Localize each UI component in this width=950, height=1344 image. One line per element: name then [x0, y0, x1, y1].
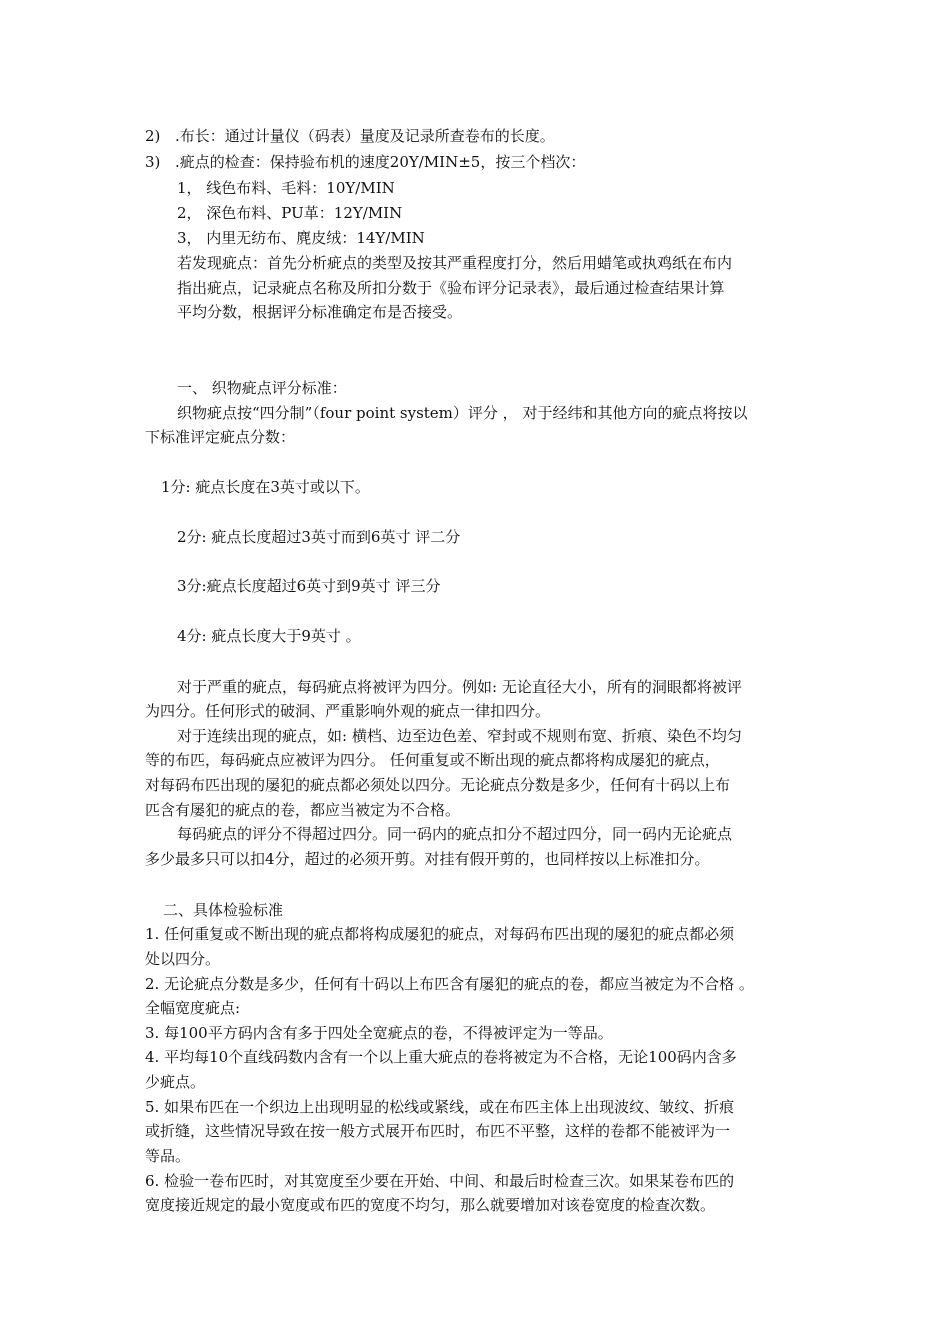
standard-line-1: 1. 任何重复或不断出现的疵点都将构成屡犯的疵点，对每码布匹出现的屡犯的疵点都必须	[145, 925, 735, 943]
standard-line-5: 3. 每100平方码内含有多于四处全宽疵点的卷，不得被评定为一等品。	[145, 1024, 613, 1042]
max-score-line-1: 每码疵点的评分不得超过四分。同一码内的疵点扣分不超过四分，同一码内无论疵点	[177, 825, 733, 843]
section-1-intro-line-1: 织物疵点按“四分制”（four point system）评分 ， 对于经纬和其他方向的疵点将按以	[177, 404, 748, 422]
speed-line-1: 1， 线色布料、毛料：10Y/MIN	[177, 179, 395, 197]
section-2-heading: 二、具体检验标准	[163, 901, 284, 919]
continuous-line-3: 对每码布匹出现的屡犯的疵点都必须处以四分。无论疵点分数是多少，任何有十码以上布	[145, 776, 731, 794]
standard-line-10: 等品。	[145, 1147, 191, 1165]
section-1-heading: 一、 织物疵点评分标准：	[177, 379, 347, 397]
score-4: 4分: 疵点长度大于9英寸 。	[177, 627, 361, 645]
score-3: 3分:疵点长度超过6英寸到9英寸 评三分	[177, 577, 441, 595]
speed-line-3: 3， 内里无纺布、麂皮绒：14Y/MIN	[177, 229, 425, 247]
standard-line-6: 4. 平均每10个直线码数内含有一个以上重大疵点的卷将被定为不合格，无论100码内含多	[145, 1048, 737, 1066]
defect-found-line-2: 指出疵点，记录疵点名称及所扣分数于《验布评分记录表》，最后通过检查结果计算	[177, 279, 725, 297]
max-score-line-2: 多少最多只可以扣4分，超过的必须开剪。对挂有假开剪的，也同样按以上标准扣分。	[145, 850, 710, 868]
item-2-text: .布长：通过计量仪（码表）量度及记录所查卷布的长度。	[175, 127, 555, 145]
continuous-line-2: 等的布匹，每码疵点应被评为四分。 任何重复或不断出现的疵点都将构成屡犯的疵点，	[145, 751, 720, 769]
continuous-line-4: 匹含有屡犯的疵点的卷，都应当被定为不合格。	[145, 801, 461, 819]
severe-line-2: 为四分。任何形式的破洞、严重影响外观的疵点一律扣四分。	[145, 702, 551, 720]
item-3-text: .疵点的检查：保持验布机的速度20Y/MIN±5，按三个档次：	[175, 153, 586, 171]
standard-line-3: 2. 无论疵点分数是多少，任何有十码以上布匹含有屡犯的疵点的卷，都应当被定为不合格 。	[145, 975, 754, 993]
standard-line-12: 宽度接近规定的最小宽度或布匹的宽度不均匀，那么就要增加对该卷宽度的检查次数。	[145, 1196, 716, 1214]
severe-line-1: 对于严重的疵点，每码疵点将被评为四分。例如: 无论直径大小，所有的洞眼都将被评	[177, 678, 742, 696]
continuous-line-1: 对于连续出现的疵点，如: 横档、边至边色差、窄封或不规则布宽、折痕、染色不均匀	[177, 727, 742, 745]
standard-line-8: 5. 如果布匹在一个织边上出现明显的松线或紧线，或在布匹主体上出现波纹、皱纹、折痕	[145, 1098, 735, 1116]
section-1-intro-line-2: 下标准评定疵点分数：	[145, 428, 296, 446]
standard-line-2: 处以四分。	[145, 950, 221, 968]
standard-line-9: 或折缝，这些情况导致在按一般方式展开布匹时，布匹不平整，这样的卷都不能被评为一	[145, 1122, 731, 1140]
item-3-number: 3)	[145, 153, 161, 171]
defect-found-line-3: 平均分数，根据评分标准确定布是否接受。	[177, 303, 463, 321]
score-1: 1分: 疵点长度在3英寸或以下。	[161, 478, 370, 496]
standard-line-4: 全幅宽度疵点:	[145, 999, 241, 1017]
defect-found-line-1: 若发现疵点：首先分析疵点的类型及按其严重程度打分，然后用蜡笔或执鸡纸在布内	[177, 254, 733, 272]
standard-line-11: 6. 检验一卷布匹时，对其宽度至少要在开始、中间、和最后时检查三次。如果某卷布匹的	[145, 1172, 735, 1190]
score-2: 2分: 疵点长度超过3英寸而到6英寸 评二分	[177, 528, 461, 546]
standard-line-7: 少疵点。	[145, 1073, 206, 1091]
item-2-number: 2)	[145, 127, 161, 145]
speed-line-2: 2， 深色布料、PU革：12Y/MIN	[177, 204, 403, 222]
